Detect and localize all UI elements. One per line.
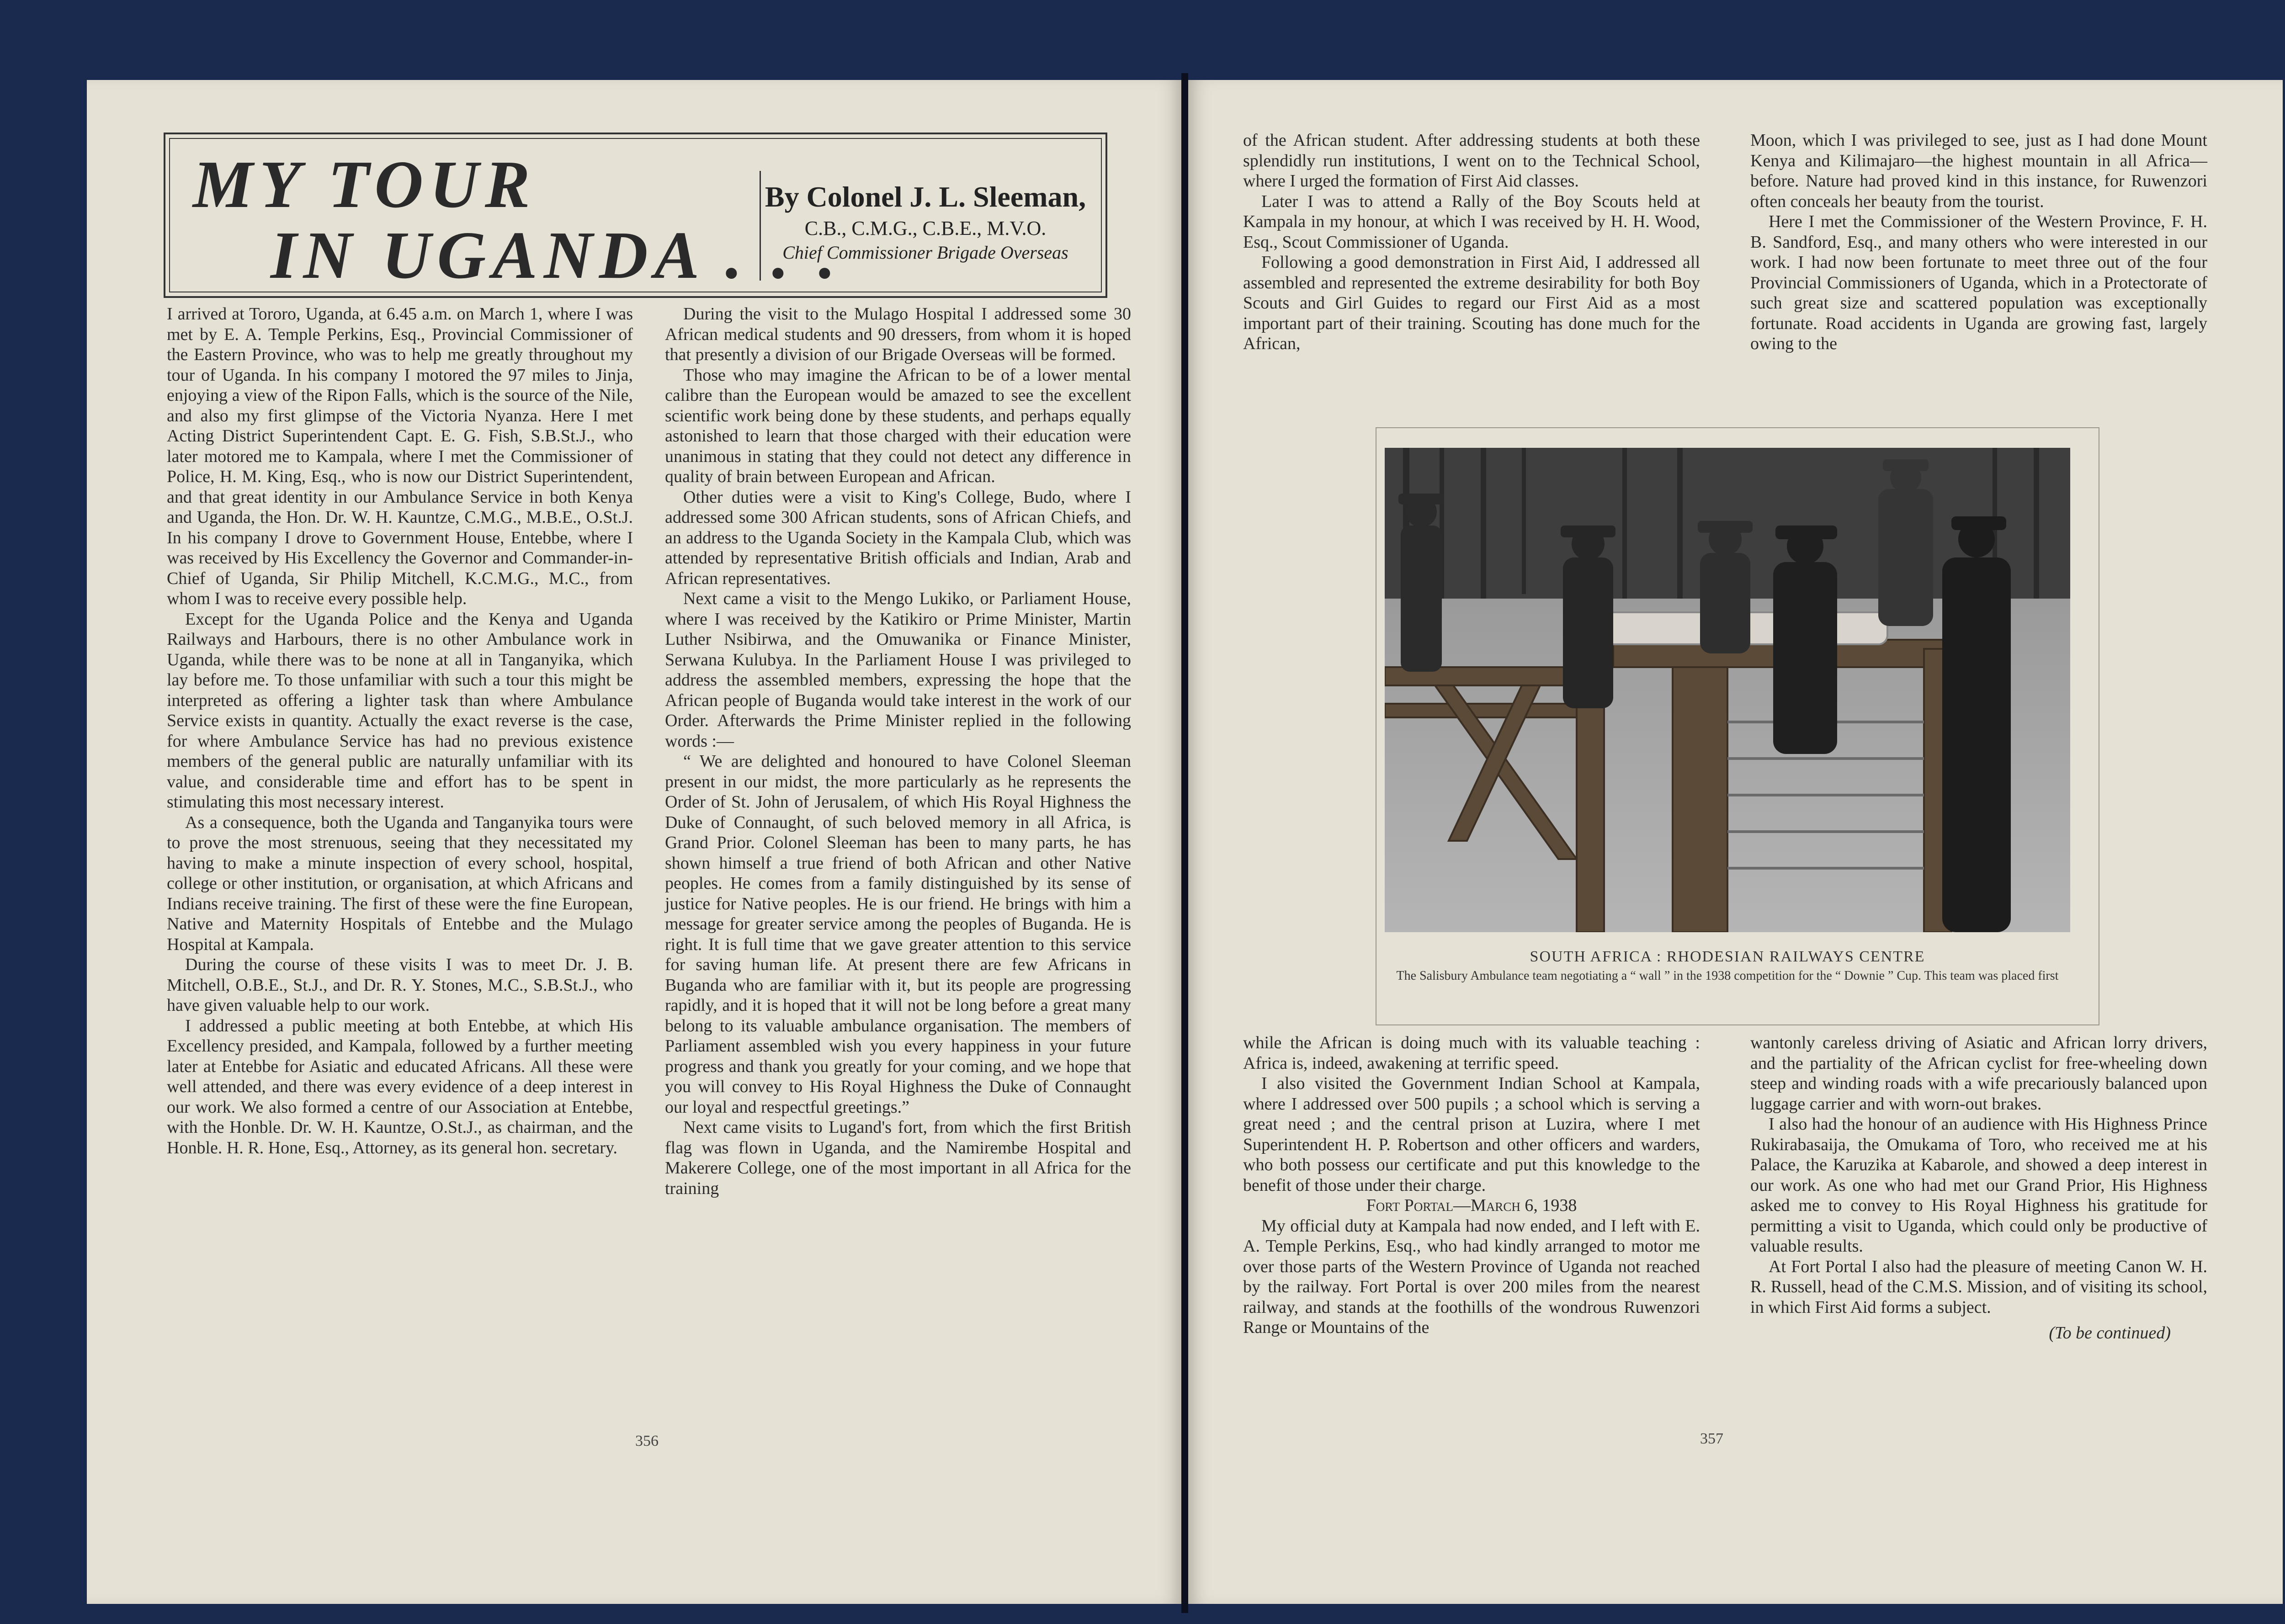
paragraph: Those who may imagine the African to be of a lower mental calibre than the European would be amazed to see the excellent scientific work being done by these students, and perhaps equally astonished to learn that those charged with their education were unanimous in stating that they could not detect any difference in quality of brain between European and African. — [665, 365, 1131, 486]
right-top-column-2 — [1750, 130, 2207, 354]
to-be-continued: (To be continued) — [2049, 1323, 2171, 1343]
right-bottom-column-2 — [1750, 1033, 2207, 1343]
dateline: Fort Portal—March 6, 1938 — [1366, 1196, 1577, 1215]
paragraph: Except for the Uganda Police and the Kenya and Uganda Railways and Harbours, there is no other Ambulance work in Uganda, while there was to be none at all in Tanganyika, which lay before me. To those unfamiliar with such a tour this might be interpreted as offering a lighter task than where Ambulance Service exists in quantity. Actually the exact reverse is the case, for where Ambulance Service has had no previous existence members of the general public are naturally unfamiliar with its value, and considerable time and effort has to be spent in stimulating this most necessary interest. — [167, 609, 633, 812]
caption-text: The Salisbury Ambulance team negotiating a “ wall ” in the 1938 competition for the “ Downie ” Cup. This team was placed first — [1396, 969, 2059, 983]
paragraph: while the African is doing much with its valuable teaching : Africa is, indeed, awakening at terrific speed. — [1243, 1033, 1700, 1073]
paragraph: During the course of these visits I was to meet Dr. J. B. Mitchell, O.B.E., St.J., and Dr. R. Y. Stones, M.C., S.B.St.J., who have given valuable help to our work. — [167, 955, 633, 1015]
right-top-column-1 — [1243, 130, 1700, 354]
page-number-right: 357 — [1700, 1430, 1723, 1447]
paragraph: “ We are delighted and honoured to have Colonel Sleeman present in our midst, the more particularly as he represents the Order of St. John of Jerusalem, of which His Royal Highness the Duke of Connaught, of such beloved memory in all Africa, is Grand Prior. Colonel Sleeman has been to many parts, he has shown himself a true friend of both African and other Native peoples. He comes from a family distinguished by its sense of justice for Native peoples. He is our friend. He brings with him a message for greater service among the peoples of Buganda. He is right. It is full time that we gave greater attention to this service for saving human life. At present there are few Africans in Buganda who are familiar with it, but its people are progressing rapidly, and it is hoped that it will not be long before a great many belong to its valuable ambulance organisation. The members of Parliament assembled wish you every happiness in your future progress and thank you greatly for your coming, and we hope that you will convey to His Royal Highness the Duke of Connaught our loyal and respectful greetings.” — [665, 752, 1131, 1117]
paragraph: My official duty at Kampala had now ended, and I left with E. A. Temple Perkins, Esq., who had kindly arranged to motor me over those parts of the Western Province of Uganda not reached by the railway. Fort Portal is over 200 miles from the nearest railway, and stands at the foothills of the wondrous Ruwenzori Range or Mountains of the — [1243, 1216, 1700, 1337]
photo-caption — [1385, 948, 2070, 984]
paragraph: Next came visits to Lugand's fort, from which the first British flag was flown in Uganda, and the Namirembe Hospital and Makerere College, one of the most important in all Africa for the training — [665, 1118, 1131, 1198]
paragraph: Following a good demonstration in First Aid, I addressed all assembled and represented the extreme desirability for both Boy Scouts and Girl Guides to regard our First Aid as a most important part of their training. Scouting has done much for the African, — [1243, 253, 1700, 353]
paragraph: I also had the honour of an audience with His Highness Prince Rukirabasaija, the Omukama of Toro, who received me at his Palace, the Karuzika at Kabarole, and showed a deep interest in our work. As one who had met our Grand Prior, His Highness asked me to convey to His Royal Highness his gratitude for permitting a visit to Uganda, which could only be productive of valuable results. — [1750, 1115, 2207, 1256]
title-box — [164, 133, 1107, 298]
title-line-2: IN UGANDA . . . — [271, 218, 842, 293]
paragraph: During the visit to the Mulago Hospital I addressed some 30 African medical students and 90 dressers, from whom it is hoped that presently a division of our Brigade Overseas will be formed. — [665, 304, 1131, 364]
paragraph: of the African student. After addressing students at both these splendidly run institutions, I went on to the Technical School, where I urged the formation of First Aid classes. — [1243, 131, 1700, 191]
left-page — [87, 80, 1181, 1604]
byline-name: By Colonel J. L. Sleeman, — [765, 180, 1086, 213]
byline-honours: C.B., C.M.G., C.B.E., M.V.O. — [804, 217, 1047, 239]
title-line-1: MY TOUR — [193, 147, 537, 222]
paragraph: wantonly careless driving of Asiatic and African lorry drivers, and the partiality of the African cyclist for free-wheeling down steep and winding roads with a wife precariously balanced upon luggage carrier and with worn-out brakes. — [1750, 1033, 2207, 1114]
paragraph: I addressed a public meeting at both Entebbe, at which His Excellency presided, and Kampala, followed by a further meeting later at Entebbe for Asiatic and educated Africans. All these were well attended, and there was every evidence of a deep interest in our work. We also formed a centre of our Association at Entebbe, with the Honble. Dr. W. H. Kauntze, O.St.J., as chairman, and the Honble. H. R. Hone, Esq., Attorney, as its general hon. secretary. — [167, 1016, 633, 1157]
byline-box — [760, 171, 1090, 281]
paragraph: Next came a visit to the Mengo Lukiko, or Parliament House, where I was received by the Katikiro or Prime Minister, Martin Luther Nsibirwa, and the Omuwanika or Finance Minister, Serwana Kulubya. In the Parliament House I was privileged to address the assembled members, expressing the hope that the African people of Buganda would take interest in the work of our Order. Afterwards the Prime Minister replied in the following words :— — [665, 589, 1131, 751]
book-gutter — [1181, 73, 1188, 1613]
right-bottom-column-1 — [1243, 1033, 1700, 1338]
paragraph: I arrived at Tororo, Uganda, at 6.45 a.m. on March 1, where I was met by E. A. Temple Perkins, Esq., Provincial Commissioner of the Eastern Province, who was to help me greatly throughout my tour of Uganda. In his company I motored the 97 miles to Jinja, enjoying a view of the Ripon Falls, which is the source of the Nile, and also my first glimpse of the Victoria Nyanza. Here I met Acting District Superintendent Capt. E. G. Fish, S.B.St.J., who later motored me to Kampala, where I met the Commissioner of Police, H. M. King, Esq., who is now our District Superintendent, and that great identity in our Ambulance Service in both Kenya and Uganda, the Hon. Dr. W. H. Kauntze, C.M.G., M.B.E., O.St.J. In his company I drove to Government House, Entebbe, where I was received by His Excellency the Governor and Commander-in-Chief of Uganda, Sir Philip Mitchell, K.C.M.G., M.C., from whom I was to receive every possible help. — [167, 304, 633, 608]
page-number-left: 356 — [635, 1433, 659, 1449]
byline-role: Chief Commissioner Brigade Overseas — [782, 242, 1068, 263]
paragraph: Later I was to attend a Rally of the Boy Scouts held at Kampala in my honour, at which I was received by H. H. Wood, Esq., Scout Commissioner of Uganda. — [1243, 191, 1700, 252]
paragraph: I also visited the Government Indian School at Kampala, where I addressed over 500 pupils ; a school which is serving a great need ; and the central prison at Luzira, where I met Superintendent H. P. Robertson and other officers and warders, who both possess our certificate and put this knowledge to the benefit of those under their charge. — [1243, 1074, 1700, 1195]
left-column-1 — [167, 304, 633, 1158]
paragraph: Here I met the Commissioner of the Western Province, F. H. B. Sandford, Esq., and many others who were interested in our work. I had now been fortunate to meet three out of the four Provincial Commissioners of Uganda, which in a Protectorate of such great size and scattered population was exceptionally fortunate. Road accidents in Uganda are growing fast, largely owing to the — [1750, 212, 2207, 353]
photo-illustration — [1385, 448, 2070, 932]
paragraph: As a consequence, both the Uganda and Tanganyika tours were to prove the most strenuous, seeing that they necessitated my having to make a minute inspection of every school, hospital, college or other institution, or organisation, at which Africans and Indians receive training. The first of these were the fine European, Native and Maternity Hospitals of Entebbe and the Mulago Hospital at Kampala. — [167, 812, 633, 954]
paragraph: Other duties were a visit to King's College, Budo, where I addressed some 300 African students, sons of African Chiefs, and an address to the Uganda Society in the Kampala Club, which was attended by representative British officials and Indian, Arab and African representatives. — [665, 487, 1131, 588]
paragraph: Moon, which I was privileged to see, just as I had done Mount Kenya and Kilimajaro—the highest mountain in all Africa—before. Nature had proved kind in this instance, for Ruwenzori often conceals her beauty from the tourist. — [1750, 131, 2207, 211]
left-column-2 — [665, 304, 1131, 1199]
ambulance-team-photo — [1385, 448, 2070, 932]
caption-title: SOUTH AFRICA : RHODESIAN RAILWAYS CENTRE — [1530, 948, 1925, 965]
paragraph: At Fort Portal I also had the pleasure of meeting Canon W. H. R. Russell, head of the C.M.S. Mission, and of visiting its school, in which First Aid forms a subject. — [1750, 1257, 2207, 1317]
